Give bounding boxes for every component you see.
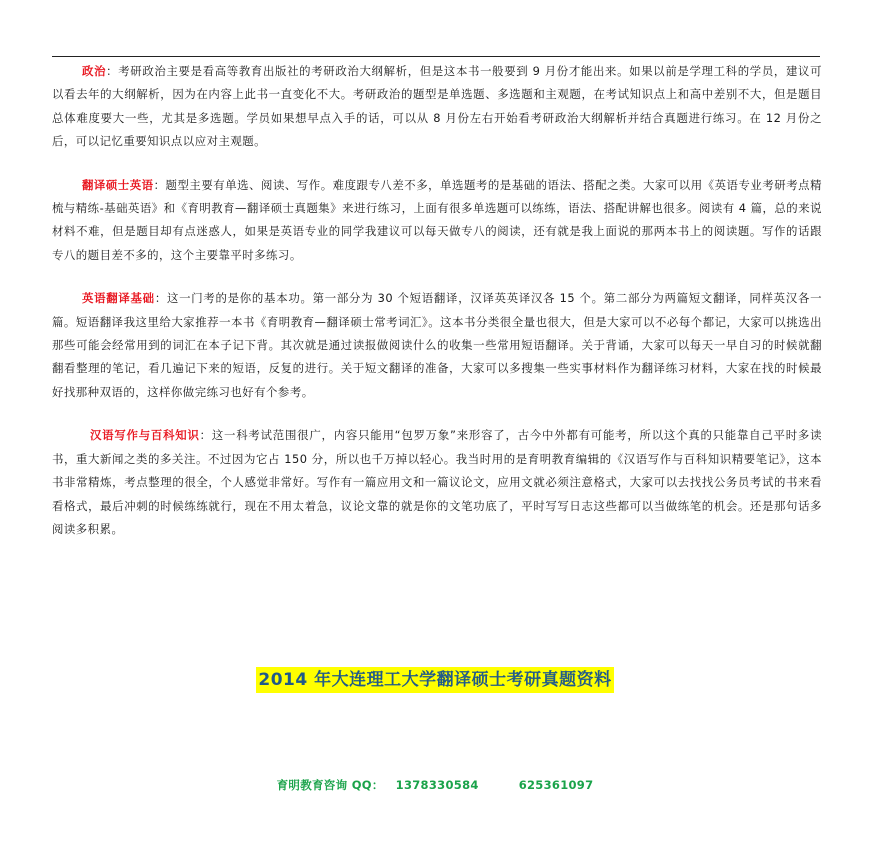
header-rule: [52, 56, 820, 57]
footer-qq-secondary: 625361097: [518, 778, 594, 792]
paragraph-translation-english: [52, 174, 822, 268]
footer-qq-primary: 1378330584: [395, 778, 479, 792]
banner-title: 2014 年大连理工大学翻译硕士考研真题资料: [256, 667, 613, 693]
paragraph-translation-english-text: ：题型主要有单选、阅读、写作。难度跟专八差不多，单选题考的是基础的语法、搭配之类。大家可以用《英语专业考研考点精梳与精练-基础英语》和《育明教育—翻译硕士真题集》来进行练习，上面有很多单选题可以练练，语法、搭配讲解也很多。阅读有 4 篇，总的来说材料不难，但是题目却有点迷惑人，如果是英语专业的同学我建议可以每天做专八的阅读，还有就是我上面说的那两本书上的阅读题。写作的话跟专八的题目差不多的，这个主要靠平时多练习。: [52, 177, 822, 262]
paragraph-translation-basics-text: ：这一门考的是你的基本功。第一部分为 30 个短语翻译，汉译英英译汉各 15 个。第二部分为两篇短文翻译，同样英汉各一篇。短语翻译我这里给大家推荐一本书《育明教育—翻译硕士常考词汇》。这本书分类很全量也很大，但是大家可以不必每个都记，大家可以挑选出那些可能会经常用到的词汇在本子记下背。其次就是通过读报做阅读什么的收集一些常用短语翻译。关于背诵，大家可以每天一早自习的时候就翻翻看整理的笔记，看几遍记下来的短语，反复的进行。关于短文翻译的准备，大家可以多搜集一些实事材料作为翻译练习材料，大家在找的时候最好找那种双语的，这样你做完练习也好有个参考。: [52, 291, 822, 399]
heading-translation-english: 翻译硕士英语: [82, 177, 154, 192]
paragraph-chinese-writing-text: ：这一科考试范围很广，内容只能用“包罗万象”来形容了，古今中外都有可能考，所以这个真的只能靠自己平时多读书，重大新闻之类的多关注。不过因为它占 150 分，所以也千万掉以轻心。我当时用的是育明教育编辑的《汉语写作与百科知识精要笔记》，这本书非常精炼，考点整理的很全，个人感觉非常好。写作有一篇应用文和一篇议论文，应用文就必须注意格式，大家可以去找找公务员考试的书来看看格式，最后冲刺的时候练练就行，现在不用太着急，议论文靠的就是你的文笔功底了，平时写写日志这些都可以当做练笔的机会。还是那句话多阅读多积累。: [52, 428, 822, 536]
highlight-banner: [0, 667, 870, 693]
paragraph-politics-text: ：考研政治主要是看高等教育出版社的考研政治大纲解析，但是这本书一般要到 9 月份才能出来。如果以前是学理工科的学员，建议可以看去年的大纲解析，因为在内容上此书一直变化不大。考研政治的题型是单选题、多选题和主观题，在考试知识点上和高中差别不大，但是题目总体难度要大一些，尤其是多选题。学员如果想早点入手的话，可以从 8 月份左右开始看考研政治大纲解析并结合真题进行练习。在 12 月份之后，可以记忆重要知识点以应对主观题。: [52, 64, 822, 149]
paragraph-translation-basics: [52, 287, 822, 404]
heading-chinese-writing: 汉语写作与百科知识: [90, 428, 200, 443]
heading-translation-basics: 英语翻译基础: [82, 291, 155, 306]
article-body: [52, 60, 822, 561]
heading-politics: 政治: [82, 64, 107, 78]
paragraph-chinese-writing: [52, 424, 822, 541]
contact-footer: [0, 777, 870, 793]
footer-label: 育明教育咨询 QQ：: [276, 778, 384, 792]
paragraph-politics: [52, 60, 822, 154]
